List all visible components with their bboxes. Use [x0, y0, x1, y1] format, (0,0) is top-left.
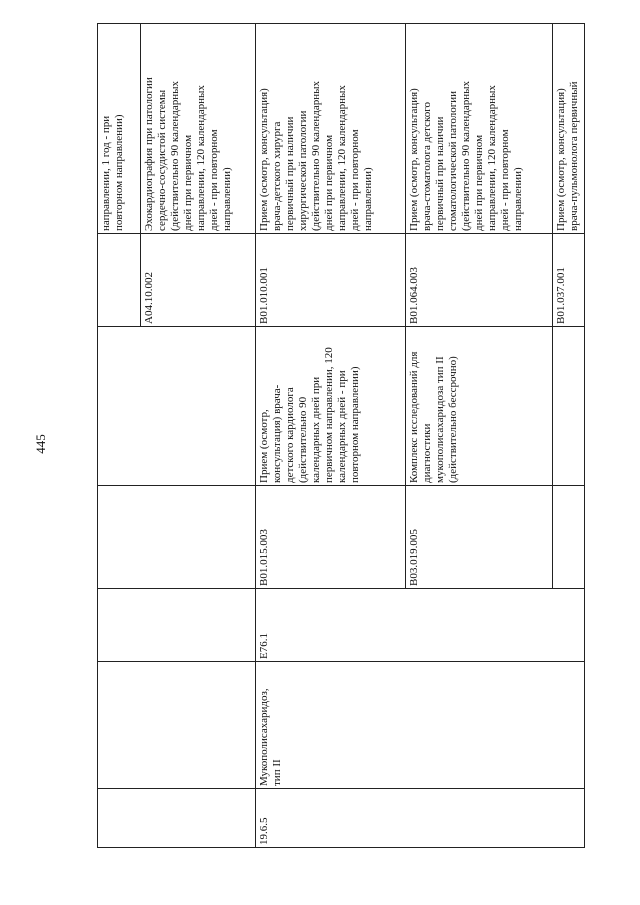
row3-num-cell [255, 788, 405, 847]
row2-result-text: Эхокардиография при патологии сердечно-сосудистой системы (действительно 90 календарных дней при первичном направлении, 120 календарных дней - при повторном направлении) [143, 77, 233, 231]
row1-result-text: направлении, 1 год - при повторном направлении) [100, 114, 125, 231]
row2-code-text: A04.10.002 [143, 272, 155, 324]
medical-services-table [97, 23, 585, 848]
table-border-bottom [97, 847, 585, 848]
row4-result-cell [405, 23, 552, 233]
table-border-right [584, 23, 585, 848]
row3-num-text: 19.6.5 [258, 817, 270, 845]
row3-code-text: B01.010.001 [258, 267, 270, 324]
row3-code-cell [255, 233, 405, 326]
row2-result-cell [140, 23, 255, 233]
row3-disease-cell [255, 661, 405, 788]
row5-result-cell [552, 23, 584, 233]
row3-mkb-cell [255, 588, 405, 661]
row5-code-text: B01.037.001 [555, 267, 567, 324]
row3-desc1-cell [255, 326, 405, 485]
row3-code1-text: B01.015.003 [258, 529, 270, 586]
row4-code-cell [405, 233, 552, 326]
page-number: 445 [33, 434, 48, 454]
row3-result-text: Прием (осмотр, консультация) врача-детского хирурга первичный при наличии хирургической патологии (действительно 90 календарных дней при первичном направлении, 120 календарных дней - при повторном направлении) [258, 80, 374, 231]
row5-code-cell [552, 233, 584, 326]
row4-result-text: Прием (осмотр, консультация) врача-стоматолога детского первичный при наличии стоматологической патологии (действительно 90 календарных дней при первичном направлении, 120 календарных дней - при повторном направлении) [408, 80, 524, 231]
row3-result-cell [255, 23, 405, 233]
row4-code-text: B01.064.003 [408, 267, 420, 324]
row4-desc1-cell [405, 326, 552, 485]
row4-code1-text: B03.019.005 [408, 529, 420, 586]
row3-mkb-text: E76.1 [258, 633, 270, 659]
row5-result-text: Прием (осмотр, консультация) врача-пульмонолога первичный [555, 81, 580, 231]
row3-code1-cell [255, 485, 405, 588]
row3-desc1-text: Прием (осмотр, консультация) врача- детского кардиолога (действительно 90 календарных дней при первичном направлении, 120 календарных дней - при повторном направлении) [258, 347, 361, 483]
row2-code-cell [140, 233, 255, 326]
row1-result-cell [97, 23, 140, 233]
row4-desc1-text: Комплекс исследований для диагностики мукополисахаридоза тип II (действительно бессрочно) [408, 351, 459, 483]
row4-code1-cell [405, 485, 552, 588]
row3-disease-text: Мукополисахаридоз, тип II [258, 688, 283, 786]
